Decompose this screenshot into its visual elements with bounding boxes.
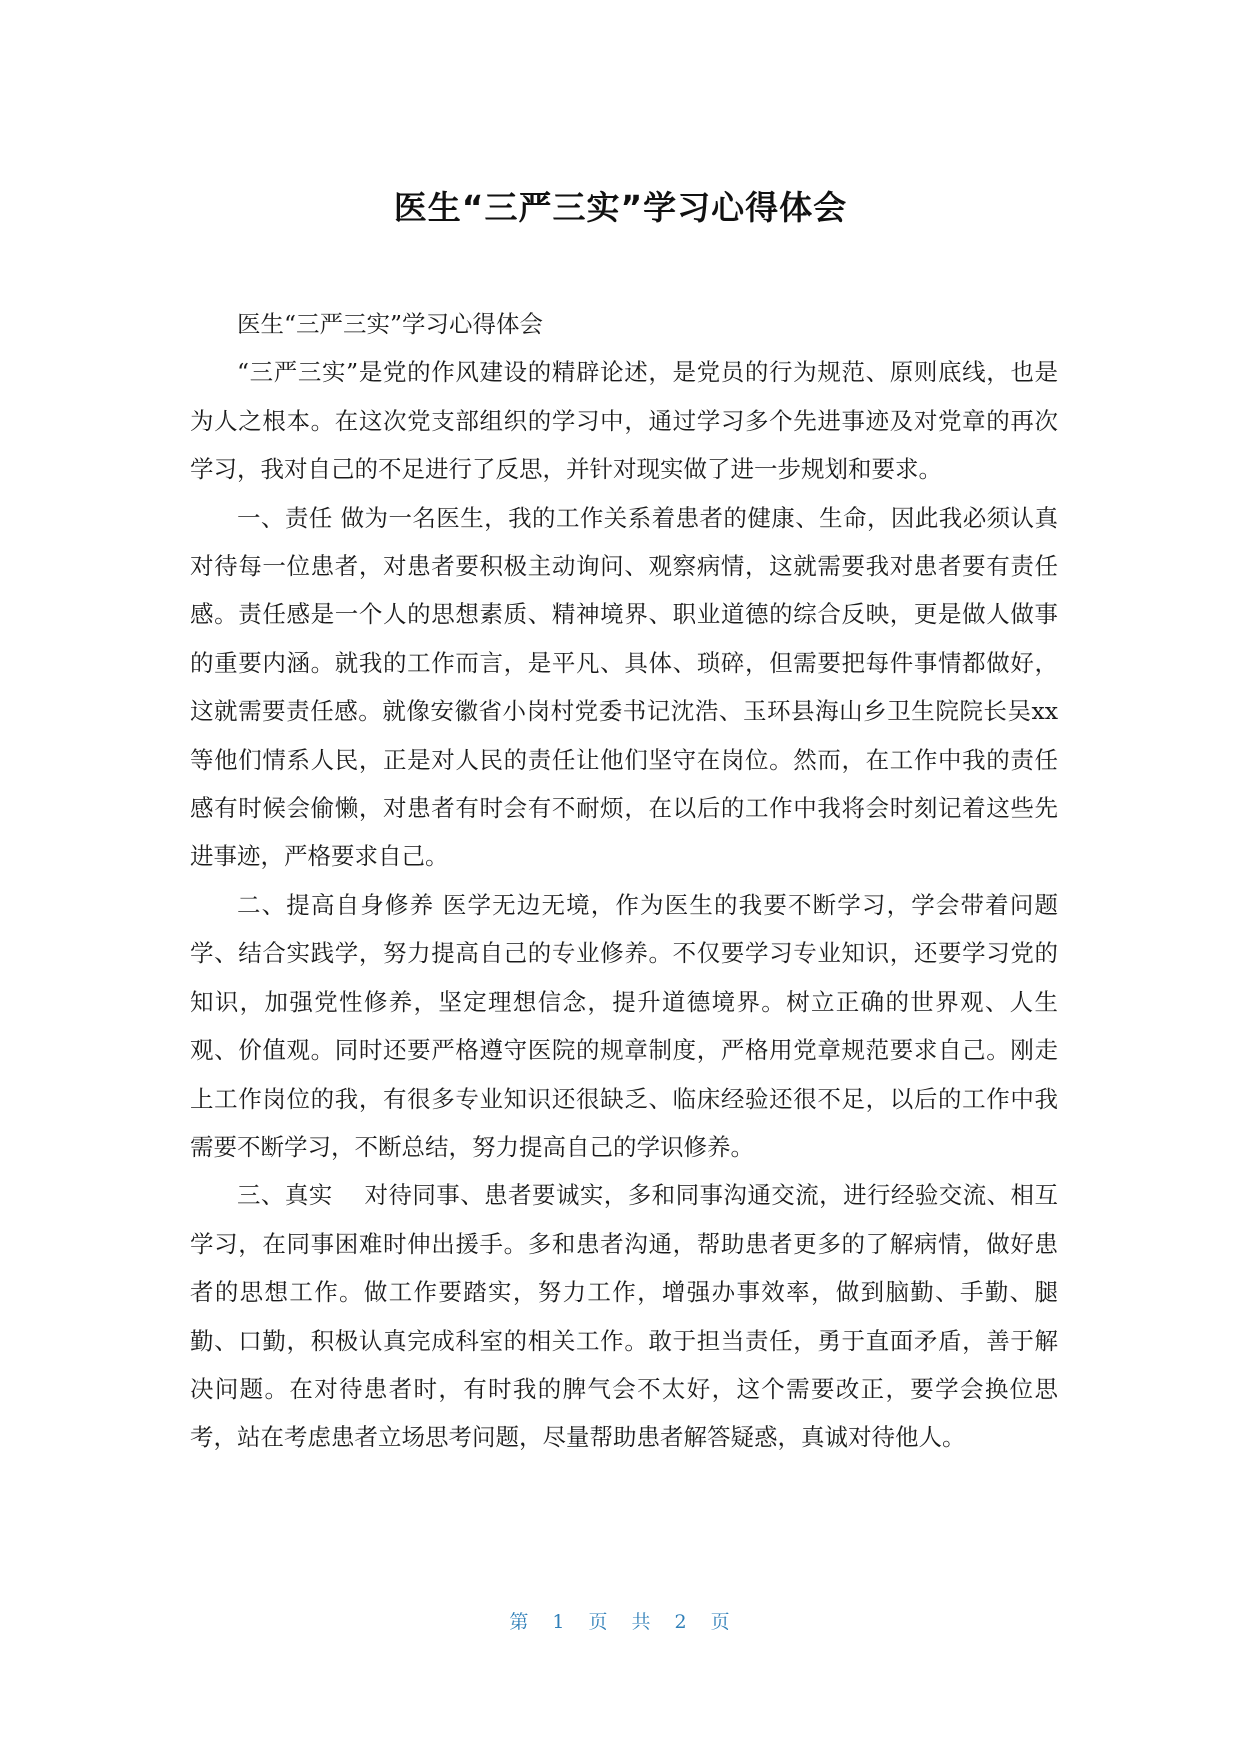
page-number-footer: 第 1 页 共 2 页 (509, 1611, 732, 1633)
document-title: 医生“三严三实”学习心得体会 (393, 188, 848, 227)
paragraph-heading: 医生“三严三实”学习心得体会 (237, 310, 544, 338)
document-body (190, 300, 1058, 1462)
paragraph-sincerity: 三、真实 对待同事、患者要诚实，多和同事沟通交流，进行经验交流、相互学习，在同事困难时伸出援手。多和患者沟通，帮助患者更多的了解病情，做好患者的思想工作。做工作要踏实，努力工作，增强办事效率，做到脑勤、手勤、腿勤、口勤，积极认真完成科室的相关工作。敢于担当责任，勇于直面矛盾，善于解决问题。在对待患者时，有时我的脾气会不太好，这个需要改正，要学会换位思考，站在考虑患者立场思考问题，尽量帮助患者解答疑惑，真诚对待他人。 (190, 1181, 1058, 1452)
paragraph-intro: “三严三实”是党的作风建设的精辟论述，是党员的行为规范、原则底线，也是为人之根本。在这次党支部组织的学习中，通过学习多个先进事迹及对党章的再次学习，我对自己的不足进行了反思，并针对现实做了进一步规划和要求。 (190, 358, 1058, 484)
paragraph-self-cultivation: 二、提高自身修养 医学无边无境，作为医生的我要不断学习，学会带着问题学、结合实践学，努力提高自己的专业修养。不仅要学习专业知识，还要学习党的知识，加强党性修养，坚定理想信念，提升道德境界。树立正确的世界观、人生观、价值观。同时还要严格遵守医院的规章制度，严格用党章规范要求自己。刚走上工作岗位的我，有很多专业知识还很缺乏、临床经验还很不足，以后的工作中我需要不断学习，不断总结，努力提高自己的学识修养。 (190, 890, 1058, 1161)
paragraph-responsibility: 一、责任 做为一名医生，我的工作关系着患者的健康、生命，因此我必须认真对待每一位患者，对患者要积极主动询问、观察病情，这就需要我对患者要有责任感。责任感是一个人的思想素质、精神境界、职业道德的综合反映，更是做人做事的重要内涵。就我的工作而言，是平凡、具体、琐碎，但需要把每件事情都做好，这就需要责任感。就像安徽省小岗村党委书记沈浩、玉环县海山乡卫生院院长吴xx等他们情系人民，正是对人民的责任让他们坚守在岗位。然而，在工作中我的责任感有时候会偷懒，对患者有时会有不耐烦，在以后的工作中我将会时刻记着这些先进事迹，严格要求自己。 (190, 503, 1058, 871)
